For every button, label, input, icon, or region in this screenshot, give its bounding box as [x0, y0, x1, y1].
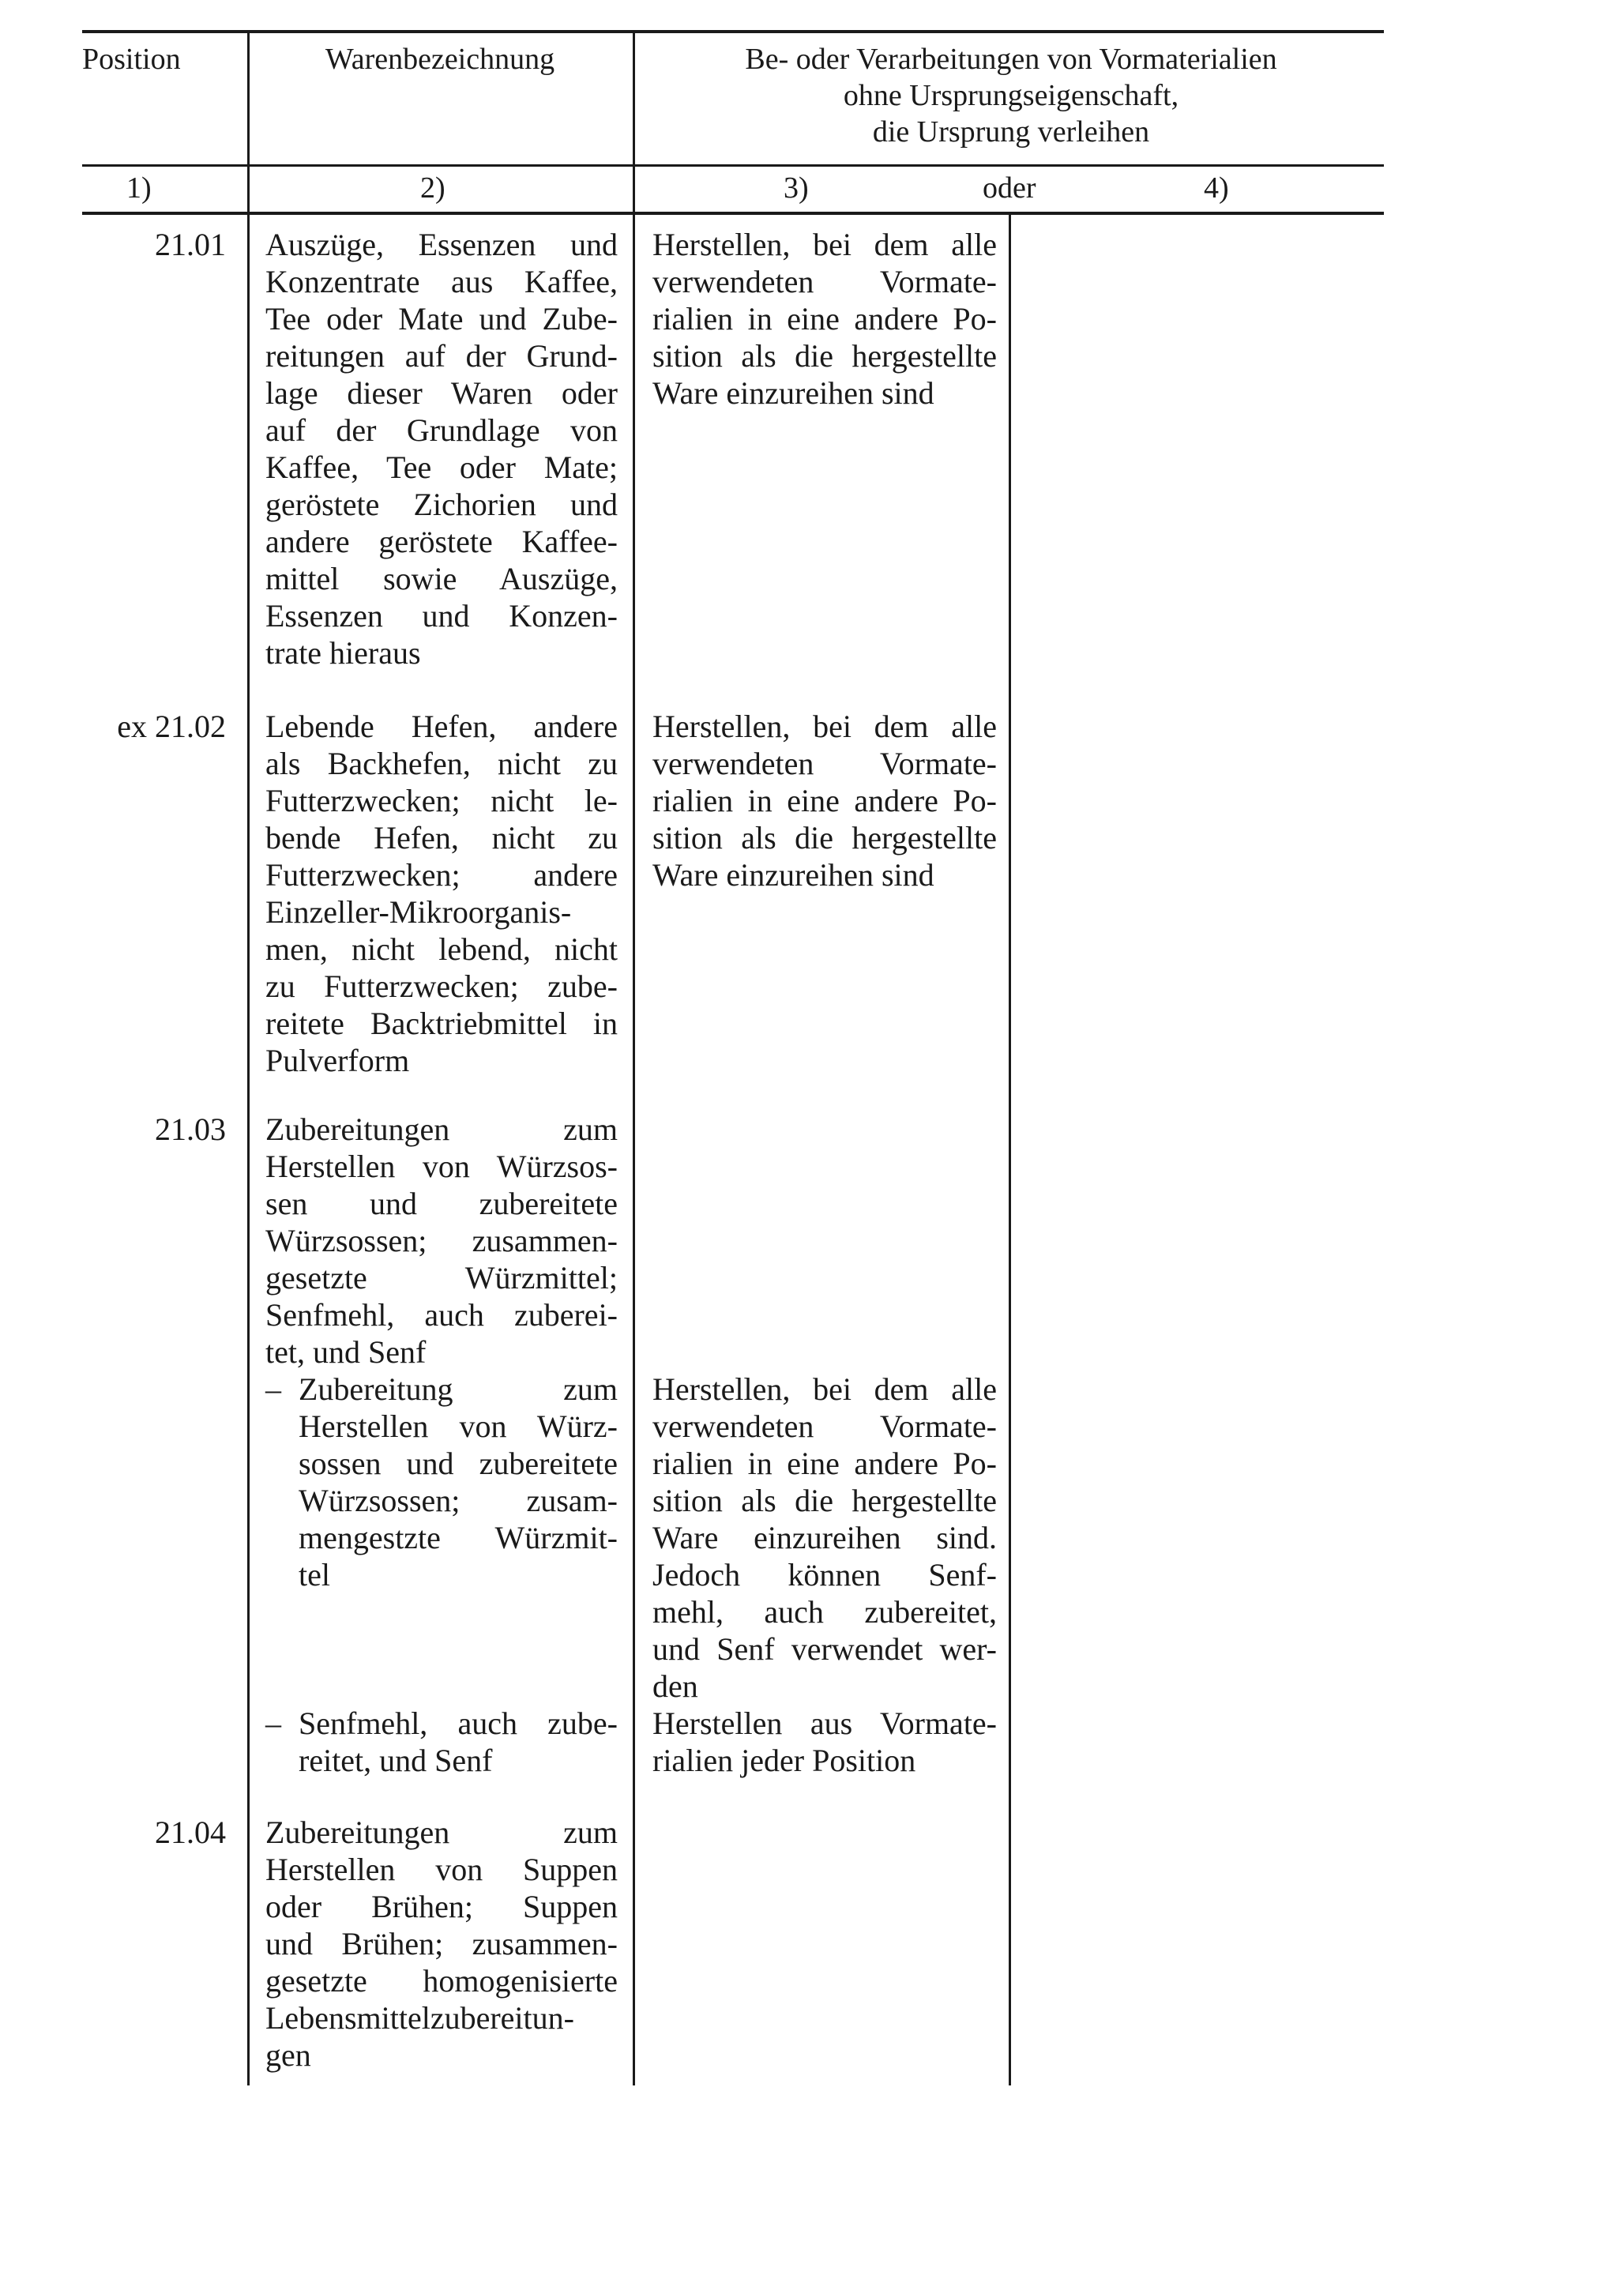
- text-line: Lebende Hefen, andere: [265, 709, 618, 744]
- row-description: [265, 708, 618, 1079]
- text-line: als Backhefen, nicht zu: [265, 746, 618, 781]
- text-line: zu Futterzwecken; zube-: [265, 968, 618, 1004]
- text-line: reitete Backtriebmittel in: [265, 1006, 618, 1041]
- text-line: sen und zubereitete: [265, 1186, 618, 1221]
- dash-marker: –: [265, 1371, 281, 1407]
- text-line: auf der Grundlage von: [265, 412, 618, 448]
- text-line: mehl, auch zubereitet,: [652, 1594, 997, 1630]
- text-line: Jedoch können Senf-: [652, 1557, 997, 1593]
- text-line: Pulverform: [265, 1043, 410, 1078]
- table-top-rule: [82, 30, 1384, 33]
- column-divider-1: [247, 32, 250, 2085]
- column-number-1: 1): [126, 171, 152, 205]
- text-line: mittel sowie Auszüge,: [265, 561, 618, 596]
- text-line: Essenzen und Konzen-: [265, 598, 618, 634]
- text-line: tel: [299, 1557, 330, 1593]
- row-processing-rule: [652, 708, 997, 893]
- column-divider-3: [1009, 213, 1011, 2085]
- text-line: Kaffee, Tee oder Mate;: [265, 449, 618, 485]
- sub-item-processing-rule: [652, 1705, 997, 1779]
- numbering-separator-rule: [82, 212, 1384, 215]
- row-position: 21.03: [155, 1111, 226, 1147]
- text-line: Ware einzureihen sind: [652, 375, 934, 411]
- text-line: Herstellen von Würz-: [299, 1408, 618, 1444]
- row-description: [265, 1814, 618, 2074]
- text-line: Zubereitungen zum: [265, 1815, 618, 1850]
- text-line: verwendeten Vormate-: [652, 264, 997, 299]
- text-line: Konzentrate aus Kaffee,: [265, 264, 618, 299]
- text-line: lage dieser Waren oder: [265, 375, 618, 411]
- text-line: und Brühen; zusammen-: [265, 1926, 618, 1961]
- text-line: Lebensmittelzubereitun-: [265, 2000, 574, 2036]
- text-line: andere geröstete Kaffee-: [265, 524, 618, 559]
- text-line: gen: [265, 2037, 311, 2073]
- text-line: Futterzwecken; andere: [265, 857, 618, 893]
- dash-marker: –: [265, 1705, 281, 1741]
- text-line: und Senf verwendet wer-: [652, 1631, 997, 1667]
- text-line: verwendeten Vormate-: [652, 1408, 997, 1444]
- text-line: Herstellen, bei dem alle: [652, 709, 997, 744]
- text-line: Herstellen, bei dem alle: [652, 1371, 997, 1407]
- text-line: Senfmehl, auch zuberei-: [265, 1297, 618, 1333]
- column-number-2: 2): [420, 171, 445, 205]
- text-line: men, nicht lebend, nicht: [265, 931, 618, 967]
- text-line: gesetzte homogenisierte: [265, 1963, 618, 1999]
- text-line: Würzsossen; zusammen-: [265, 1223, 618, 1258]
- text-line: bende Hefen, nicht zu: [265, 820, 618, 856]
- text-line: Herstellen von Würzsos-: [265, 1149, 618, 1184]
- sub-item-text: [299, 1371, 618, 1593]
- column-number-4: 4): [1204, 171, 1229, 205]
- header-processing-line: die Ursprung verleihen: [872, 115, 1150, 149]
- text-line: Zubereitungen zum: [265, 1111, 618, 1147]
- text-line: Ware einzureihen sind: [652, 857, 934, 893]
- text-line: Senfmehl, auch zube-: [299, 1705, 618, 1741]
- text-line: Zubereitung zum: [299, 1371, 618, 1407]
- column-number-3: 3): [784, 171, 809, 205]
- text-line: rialien in eine andere Po-: [652, 783, 997, 818]
- text-line: sossen und zubereitete: [299, 1446, 618, 1481]
- column-divider-2: [633, 32, 635, 2085]
- text-line: rialien in eine andere Po-: [652, 1446, 997, 1481]
- text-line: Würzsossen; zusam-: [299, 1483, 618, 1518]
- text-line: Herstellen, bei dem alle: [652, 227, 997, 262]
- text-line: rialien jeder Position: [652, 1743, 916, 1778]
- text-line: Tee oder Mate und Zube-: [265, 301, 618, 337]
- text-line: mengestzte Würzmit-: [299, 1520, 618, 1555]
- text-line: verwendeten Vormate-: [652, 746, 997, 781]
- header-processing-line: ohne Ursprungseigenschaft,: [843, 79, 1179, 112]
- header-processing: [640, 41, 1382, 150]
- text-line: oder Brühen; Suppen: [265, 1889, 618, 1924]
- text-line: Futterzwecken; nicht le-: [265, 783, 618, 818]
- row-position: 21.04: [155, 1815, 226, 1850]
- text-line: Herstellen von Suppen: [265, 1852, 618, 1887]
- sub-item-text: [299, 1705, 618, 1779]
- text-line: Herstellen aus Vormate-: [652, 1705, 997, 1741]
- row-description: [265, 226, 618, 671]
- text-line: tet, und Senf: [265, 1334, 427, 1370]
- header-description: Warenbezeichnung: [325, 43, 555, 76]
- row-position: 21.01: [155, 227, 226, 262]
- text-line: Auszüge, Essenzen und: [265, 227, 618, 262]
- header-position: Position: [82, 43, 181, 76]
- row-processing-rule: [652, 226, 997, 412]
- row-position: ex 21.02: [117, 709, 226, 744]
- text-line: geröstete Zichorien und: [265, 487, 618, 522]
- text-line: sition als die hergestellte: [652, 820, 997, 856]
- text-line: gesetzte Würzmittel;: [265, 1260, 618, 1296]
- sub-item-processing-rule: [652, 1371, 997, 1705]
- text-line: Einzeller-Mikroorganis-: [265, 894, 572, 930]
- text-line: sition als die hergestellte: [652, 338, 997, 374]
- text-line: trate hieraus: [265, 635, 421, 671]
- text-line: reitet, und Senf: [299, 1743, 493, 1778]
- header-processing-line: Be- oder Verarbeitungen von Vormaterialien: [745, 43, 1277, 76]
- column-oder-label: oder: [983, 171, 1036, 205]
- header-separator-rule: [82, 164, 1384, 167]
- text-line: reitungen auf der Grund-: [265, 338, 618, 374]
- text-line: sition als die hergestellte: [652, 1483, 997, 1518]
- text-line: Ware einzureihen sind.: [652, 1520, 997, 1555]
- text-line: den: [652, 1668, 698, 1704]
- text-line: rialien in eine andere Po-: [652, 301, 997, 337]
- row-description: [265, 1111, 618, 1371]
